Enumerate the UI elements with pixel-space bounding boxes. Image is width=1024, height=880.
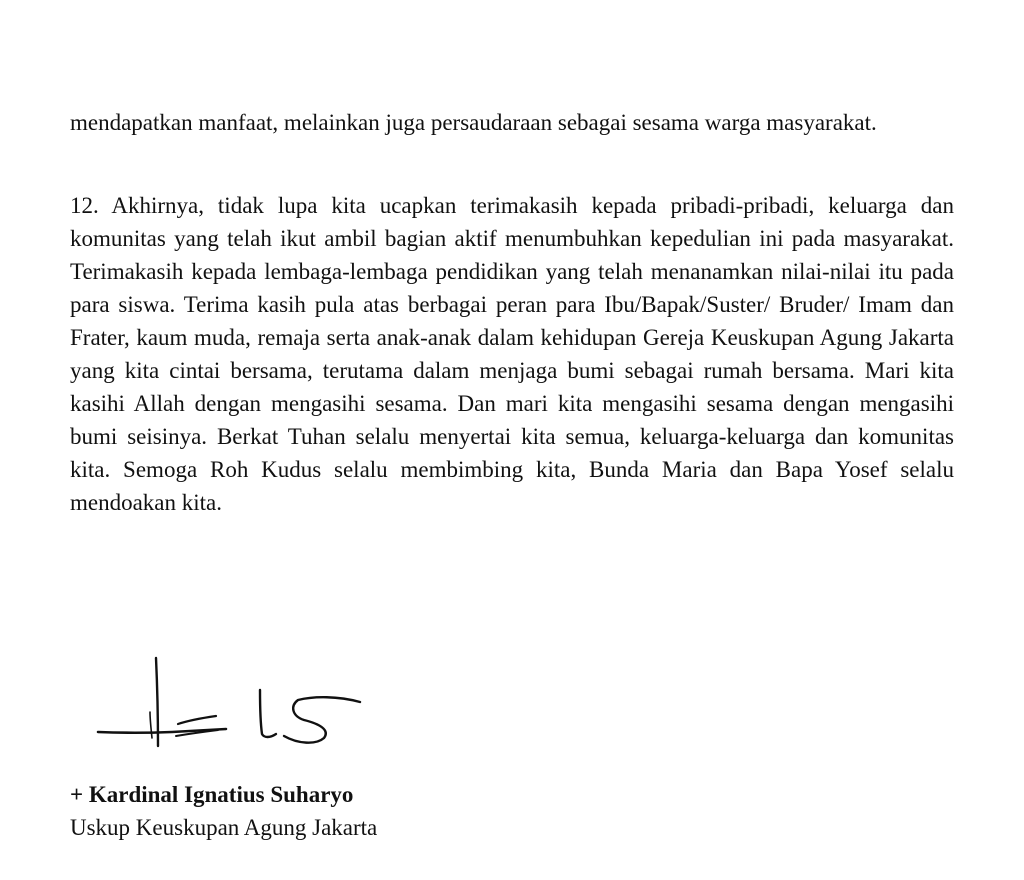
- signer-title: Uskup Keuskupan Agung Jakarta: [70, 815, 378, 840]
- signer-name: + Kardinal Ignatius Suharyo: [70, 782, 354, 807]
- paragraph-12: 12. Akhirnya, tidak lupa kita ucapkan terimakasih kepada pribadi-pribadi, keluarga dan komunitas yang telah ikut ambil bagian aktif menumbuhkan kepedulian ini pada masyarakat. Terimakasih kepada lembaga-lembaga pendidikan yang telah menanamkan nilai-nilai itu pada para siswa. Terima kasih pula atas berbagai peran para Ibu/Bapak/Suster/ Bruder/ Imam dan Frater, kaum muda, remaja serta anak-anak dalam kehidupan Gereja Keuskupan Agung Jakarta yang kita cintai bersama, terutama dalam menjaga bumi sebagai rumah bersama. Mari kita kasihi Allah dengan mengasihi sesama. Dan mari kita mengasihi sesama dengan mengasihi bumi seisinya. Berkat Tuhan selalu menyertai kita semua, keluarga-keluarga dan komunitas kita. Semoga Roh Kudus selalu membimbing kita, Bunda Maria dan Bapa Yosef selalu mendoakan kita.: [70, 193, 954, 515]
- signer-block: [70, 778, 377, 844]
- handwritten-signature: [92, 650, 382, 760]
- paragraph-continuation: mendapatkan manfaat, melainkan juga persaudaraan sebagai sesama warga masyarakat.: [70, 110, 877, 135]
